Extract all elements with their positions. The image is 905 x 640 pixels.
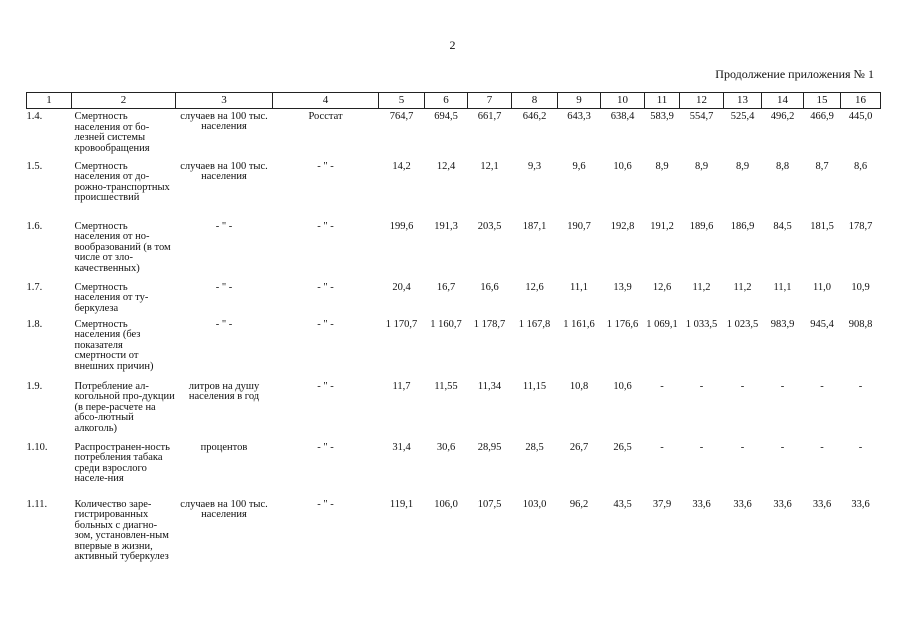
column-header: 6	[425, 93, 468, 109]
indicator-value: 84,5	[773, 220, 792, 232]
indicator-value: 26,5	[613, 441, 632, 453]
indicator-value: 190,7	[567, 220, 591, 232]
indicator-value: 1 160,7	[430, 318, 462, 330]
indicator-value: 192,8	[610, 220, 635, 232]
indicator-name: Смертность населения от до-рожно-транспортных происшествий	[74, 160, 170, 203]
indicator-value: 694,5	[434, 111, 458, 122]
indicator-value: 11,1	[773, 281, 792, 293]
table-row	[27, 159, 881, 219]
indicator-number: 1.7.	[26, 281, 43, 293]
column-header: 8	[512, 93, 558, 109]
indicator-value: 11,34	[477, 380, 502, 392]
indicator-value: 33,6	[773, 498, 792, 510]
column-header: 10	[601, 93, 645, 109]
indicator-value: -	[820, 441, 824, 453]
indicator-value: 10,6	[613, 380, 632, 392]
indicator-number: 1.6.	[26, 220, 43, 232]
indicator-value: 33,6	[733, 498, 752, 510]
indicator-value: 191,2	[650, 220, 674, 232]
indicator-value: 525,4	[730, 111, 755, 122]
indicator-value: -	[740, 441, 745, 453]
indicator-value: 8,8	[775, 160, 790, 172]
indicator-source: - " -	[317, 160, 334, 172]
appendix-caption: Продолжение приложения № 1	[715, 67, 874, 81]
indicator-unit: случаев на 100 тыс. населения	[180, 111, 268, 132]
indicator-value: -	[780, 441, 785, 453]
indicator-unit: - " -	[215, 318, 233, 330]
indicator-value: 107,5	[477, 498, 502, 510]
column-header: 5	[379, 93, 425, 109]
column-header: 9	[558, 93, 601, 109]
indicator-value: 945,4	[810, 318, 834, 330]
column-header: 11	[645, 93, 680, 109]
column-header: 13	[724, 93, 762, 109]
indicator-name: Количество заре-гистрированных больных с диагно-зом, установлен-ным впервые в жизни, активный туберкулез	[74, 498, 169, 562]
indicator-value: 1 178,7	[473, 318, 506, 330]
indicator-value: 33,6	[692, 498, 711, 510]
indicator-number: 1.5.	[26, 160, 43, 172]
indicator-value: 106,0	[434, 498, 458, 510]
indicator-value: 908,8	[848, 318, 873, 330]
indicator-value: 445,0	[848, 111, 873, 122]
indicator-value: 9,6	[572, 160, 586, 172]
indicator-value: 11,15	[522, 380, 547, 392]
indicator-value: 13,9	[613, 281, 632, 293]
indicator-value: 12,6	[652, 281, 672, 293]
indicator-value: 33,6	[851, 498, 870, 510]
indicator-value: 466,9	[810, 111, 834, 122]
indicator-value: 12,6	[525, 281, 544, 293]
indicator-value: 16,6	[480, 281, 499, 293]
table-row	[27, 379, 881, 440]
table-row	[27, 109, 881, 159]
column-header: 15	[804, 93, 841, 109]
indicator-value: 191,3	[434, 220, 458, 232]
indicator-value: 12,4	[436, 160, 456, 172]
indicator-value: 11,2	[692, 281, 711, 293]
indicator-number: 1.11.	[26, 498, 48, 510]
indicator-value: 643,3	[567, 111, 591, 122]
indicator-value: 43,5	[613, 498, 632, 510]
indicator-name: Смертность населения от ту-беркулеза	[74, 281, 149, 314]
indicator-unit: процентов	[200, 441, 248, 453]
indicator-value: 11,0	[813, 281, 831, 293]
indicator-value: 1 167,8	[518, 318, 551, 330]
indicator-value: -	[699, 380, 704, 392]
indicator-value: 1 170,7	[385, 318, 418, 330]
indicator-value: 1 069,1	[646, 318, 678, 330]
indicator-value: 28,95	[477, 441, 502, 453]
indicator-value: 14,2	[392, 160, 411, 172]
indicator-value: 11,55	[434, 380, 458, 392]
indicator-value: 31,4	[392, 441, 411, 453]
indicator-value: 638,4	[610, 111, 635, 122]
indicator-value: 20,4	[392, 281, 411, 293]
indicator-value: 10,8	[569, 380, 589, 392]
indicator-value: 96,2	[569, 498, 589, 510]
indicator-value: 30,6	[436, 441, 456, 453]
indicator-value: 1 033,5	[685, 318, 718, 330]
indicator-name: Потребление ал-когольной про-дукции (в пере-расчете на абсо-лютный алкоголь)	[74, 380, 175, 434]
indicator-number: 1.10.	[26, 441, 48, 453]
indicator-value: 1 176,6	[606, 318, 639, 330]
indicator-unit: литров на душу населения в год	[188, 380, 260, 402]
indicator-value: 26,7	[569, 441, 589, 453]
column-header: 7	[468, 93, 512, 109]
indicator-value: 661,7	[477, 111, 502, 122]
indicator-number: 1.9.	[26, 380, 43, 392]
indicator-value: -	[858, 441, 863, 453]
table-row	[27, 280, 881, 317]
column-header: 1	[27, 93, 72, 109]
indicator-value: 11,2	[733, 281, 752, 293]
indicator-value: -	[820, 380, 824, 392]
page-number: 2	[449, 38, 456, 52]
indicator-value: 11,1	[570, 281, 588, 293]
indicator-value: 8,6	[853, 160, 868, 172]
indicator-name: Распространен-ность потребления табака среди взрослого населе-ния	[74, 441, 170, 484]
indicator-value: -	[858, 380, 863, 392]
indicator-unit: случаев на 100 тыс. населения	[180, 498, 268, 520]
indicator-value: 496,2	[770, 111, 795, 122]
table-row	[27, 497, 881, 577]
indicators-table	[26, 92, 881, 577]
indicator-value: 103,0	[522, 498, 547, 510]
indicator-value: -	[699, 441, 704, 453]
indicator-value: 8,9	[735, 160, 750, 172]
column-header: 3	[176, 93, 273, 109]
indicator-source: - " -	[317, 441, 334, 453]
indicator-value: 12,1	[480, 160, 499, 172]
indicator-source: - " -	[317, 380, 334, 392]
indicator-value: 187,1	[522, 220, 547, 232]
indicator-value: 10,6	[613, 160, 632, 172]
indicator-value: 119,1	[389, 498, 414, 510]
table-header-row	[27, 93, 881, 109]
indicator-value: -	[660, 380, 664, 392]
column-header: 4	[273, 93, 379, 109]
indicator-value: 8,7	[815, 160, 829, 172]
indicator-value: 11,7	[392, 380, 411, 392]
indicator-unit: - " -	[215, 281, 233, 293]
indicator-value: 16,7	[436, 281, 456, 293]
indicator-value: -	[660, 441, 664, 453]
indicator-value: 199,6	[389, 220, 414, 232]
indicator-value: 181,5	[810, 220, 834, 232]
indicator-value: 203,5	[477, 220, 502, 232]
indicator-value: 178,7	[848, 220, 873, 232]
indicator-source: - " -	[317, 220, 334, 232]
indicator-number: 1.8.	[26, 318, 43, 330]
indicator-value: 9,3	[527, 160, 542, 172]
indicator-value: 37,9	[652, 498, 672, 510]
column-header: 12	[680, 93, 724, 109]
indicator-source: - " -	[317, 498, 334, 510]
indicator-value: 983,9	[770, 318, 795, 330]
indicator-value: 189,6	[689, 220, 714, 232]
indicator-name: Смертность населения от но-вообразований (в том числе от зло-качественных)	[74, 220, 171, 274]
indicator-number: 1.4.	[26, 111, 43, 122]
indicator-value: 646,2	[522, 111, 547, 122]
column-header: 2	[72, 93, 176, 109]
indicator-unit: случаев на 100 тыс. населения	[180, 160, 268, 182]
indicator-value: -	[740, 380, 745, 392]
column-header: 16	[841, 93, 881, 109]
indicator-value: 8,9	[694, 160, 709, 172]
indicator-value: -	[780, 380, 785, 392]
indicator-source: Росстат	[308, 111, 343, 122]
indicator-name: Смертность населения (без показателя смертности от внешних причин)	[74, 318, 154, 372]
indicator-value: 186,9	[730, 220, 755, 232]
indicator-value: 1 023,5	[726, 318, 759, 330]
indicator-value: 8,9	[655, 160, 669, 172]
indicator-source: - " -	[317, 281, 334, 293]
indicator-value: 33,6	[812, 498, 832, 510]
table-row	[27, 219, 881, 280]
indicator-name: Смертность населения от бо-лезней системы кровообращения	[74, 111, 150, 154]
indicator-unit: - " -	[215, 220, 233, 232]
table-body	[27, 109, 881, 577]
indicator-value: 1 161,6	[563, 318, 595, 330]
indicator-value: 583,9	[650, 111, 674, 122]
table-row	[27, 440, 881, 497]
column-header: 14	[762, 93, 804, 109]
indicator-source: - " -	[317, 318, 334, 330]
table-row	[27, 317, 881, 379]
indicator-value: 10,9	[851, 281, 870, 293]
indicator-value: 764,7	[389, 111, 414, 122]
indicator-value: 28,5	[525, 441, 544, 453]
indicator-value: 554,7	[689, 111, 714, 122]
